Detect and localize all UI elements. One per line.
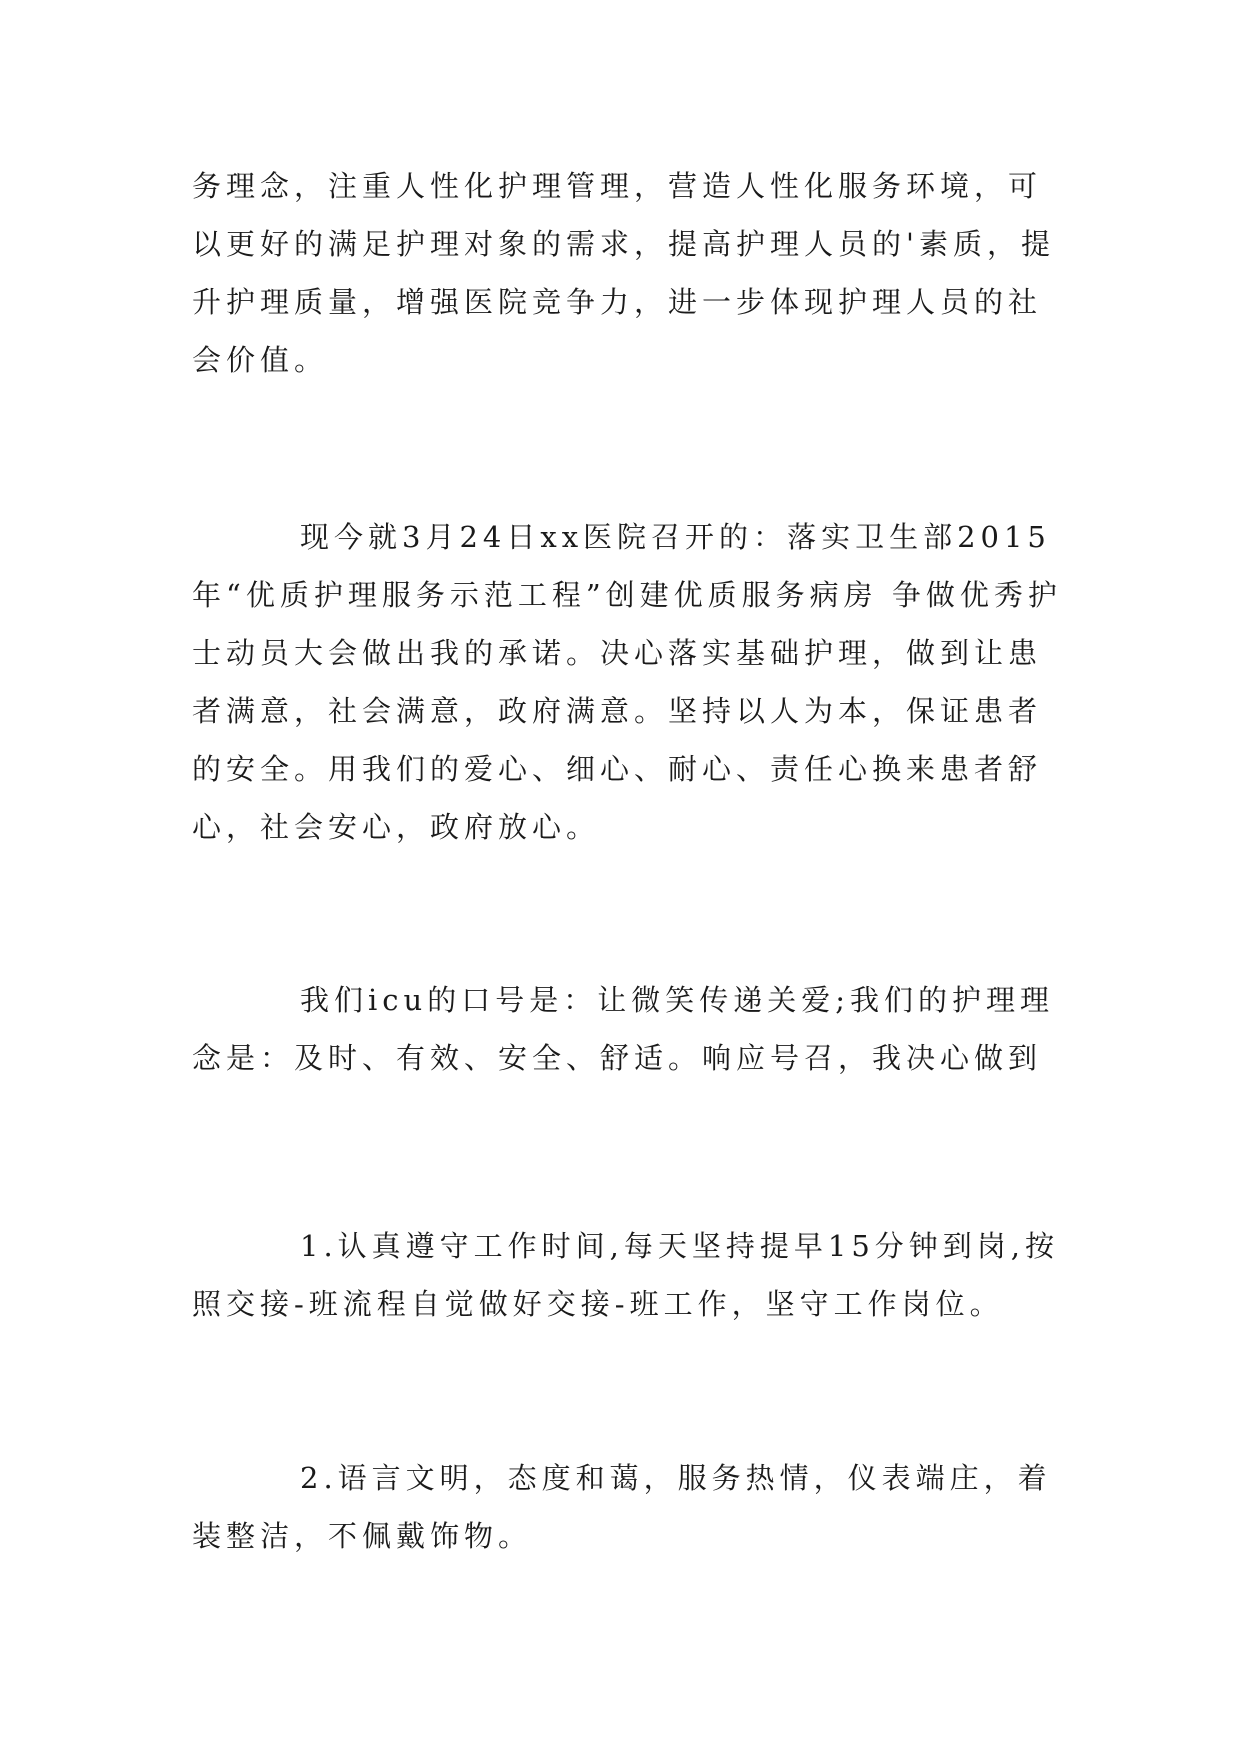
paragraph-item-2: 2.语言文明，态度和蔼，服务热情，仪表端庄，着装整洁，不佩戴饰物。 xyxy=(192,1461,1052,1553)
paragraph-service-philosophy: 务理念，注重人性化护理管理，营造人性化服务环境，可以更好的满足护理对象的需求，提高护理人员的'素质，提升护理质量，增强医院竞争力，进一步体现护理人员的社会价值。 xyxy=(192,169,1055,377)
paragraph-icu-slogan: 我们icu的口号是：让微笑传递关爱;我们的护理理念是：及时、有效、安全、舒适。响应号召，我决心做到 xyxy=(192,983,1054,1075)
paragraph-commitment: 现今就3月24日xx医院召开的：落实卫生部2015年“优质护理服务示范工程”创建优质服务病房 争做优秀护士动员大会做出我的承诺。决心落实基础护理，做到让患者满意，社会满意，政府满意。坚持以人为本，保证患者的安全。用我们的爱心、细心、耐心、责任心换来患者舒心，社会安心，政府放心。 xyxy=(192,520,1062,844)
paragraph-item-1: 1.认真遵守工作时间,每天坚持提早15分钟到岗,按照交接-班流程自觉做好交接-班工作，坚守工作岗位。 xyxy=(192,1229,1060,1321)
